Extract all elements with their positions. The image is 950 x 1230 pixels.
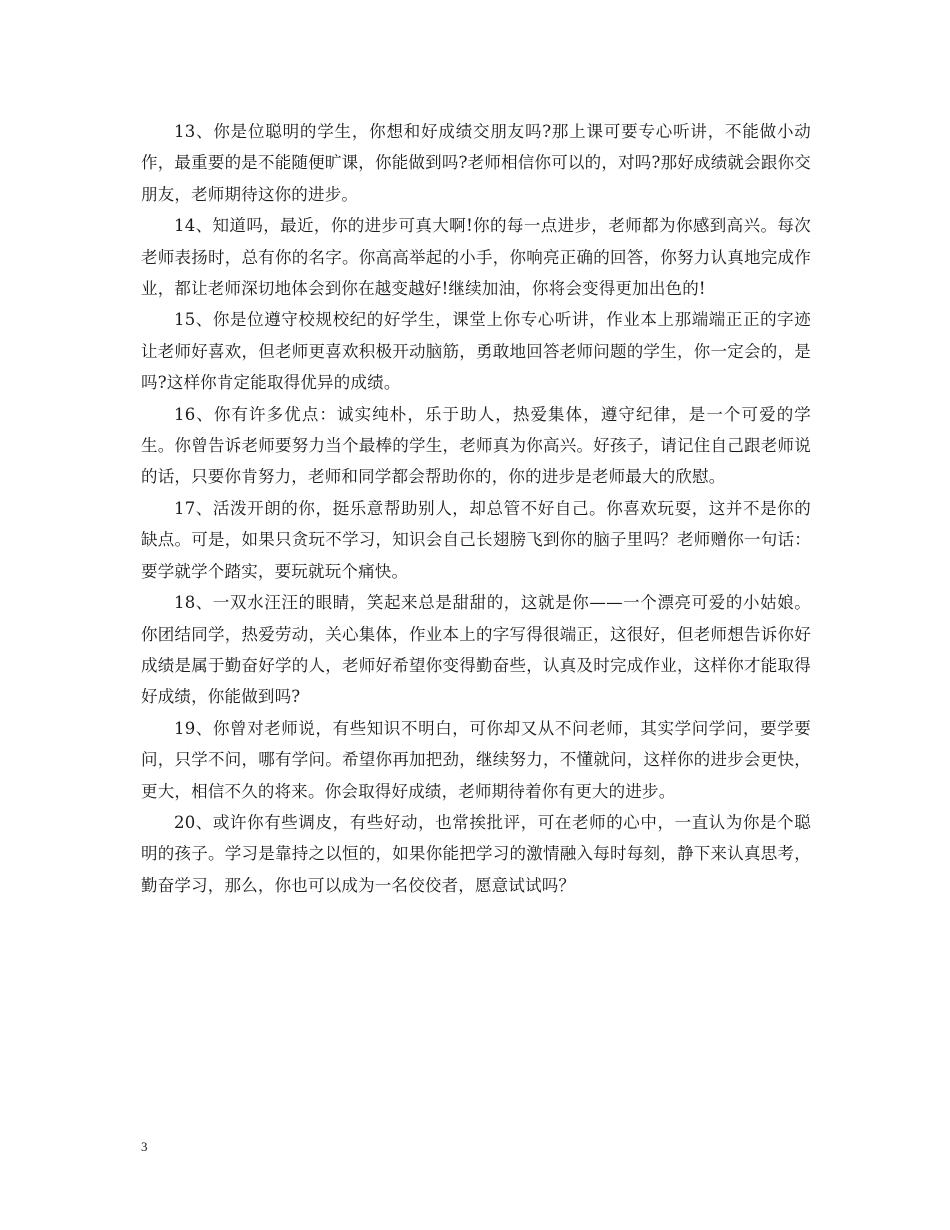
paragraph-19: 19、你曾对老师说，有些知识不明白，可你却又从不问老师，其实学问学问，要学要问，只学不问，哪有学问。希望你再加把劲，继续努力，不懂就问，这样你的进步会更快，更大，相信不久的将来。你会取得好成绩，老师期待着你有更大的进步。 [141,718,811,801]
paragraph-15: 15、你是位遵守校规校纪的好学生，课堂上你专心听讲，作业本上那端端正正的字迹让老师好喜欢，但老师更喜欢积极开动脑筋，勇敢地回答老师问题的学生，你一定会的，是吗?这样你肯定能取得优异的成绩。 [141,310,811,393]
paragraph-20: 20、或许你有些调皮，有些好动，也常挨批评，可在老师的心中，一直认为你是个聪明的孩子。学习是靠持之以恒的，如果你能把学习的激情融入每时每刻，静下来认真思考，勤奋学习，那么，你也可以成为一名佼佼者，愿意试试吗？ [141,812,811,895]
paragraph-16: 16、你有许多优点：诚实纯朴，乐于助人，热爱集体，遵守纪律，是一个可爱的学生。你曾告诉老师要努力当个最棒的学生，老师真为你高兴。好孩子，请记住自己跟老师说的话，只要你肯努力，老师和同学都会帮助你的，你的进步是老师最大的欣慰。 [141,404,811,487]
paragraph-18: 18、一双水汪汪的眼睛，笑起来总是甜甜的，这就是你——一个漂亮可爱的小姑娘。你团结同学，热爱劳动，关心集体，作业本上的字写得很端正，这很好，但老师想告诉你好成绩是属于勤奋好学的人，老师好希望你变得勤奋些，认真及时完成作业，这样你才能取得好成绩，你能做到吗? [141,593,811,707]
paragraph-13: 13、你是位聪明的学生，你想和好成绩交朋友吗?那上课可要专心听讲，不能做小动作，最重要的是不能随便旷课，你能做到吗?老师相信你可以的，对吗?那好成绩就会跟你交朋友，老师期待这你的进步。 [141,122,811,204]
paragraph-17: 17、活泼开朗的你，挺乐意帮助别人，却总管不好自己。你喜欢玩耍，这并不是你的缺点。可是，如果只贪玩不学习，知识会自己长翅膀飞到你的脑子里吗？老师赠你一句话：要学就学个踏实，要玩就玩个痛快。 [141,498,811,581]
document-body [141,116,811,901]
page-number: 3 [141,1139,148,1154]
paragraph-14: 14、知道吗，最近，你的进步可真大啊!你的每一点进步，老师都为你感到高兴。每次老师表扬时，总有你的名字。你高高举起的小手，你响亮正确的回答，你努力认真地完成作业，都让老师深切地体会到你在越变越好!继续加油，你将会变得更加出色的! [141,216,811,299]
